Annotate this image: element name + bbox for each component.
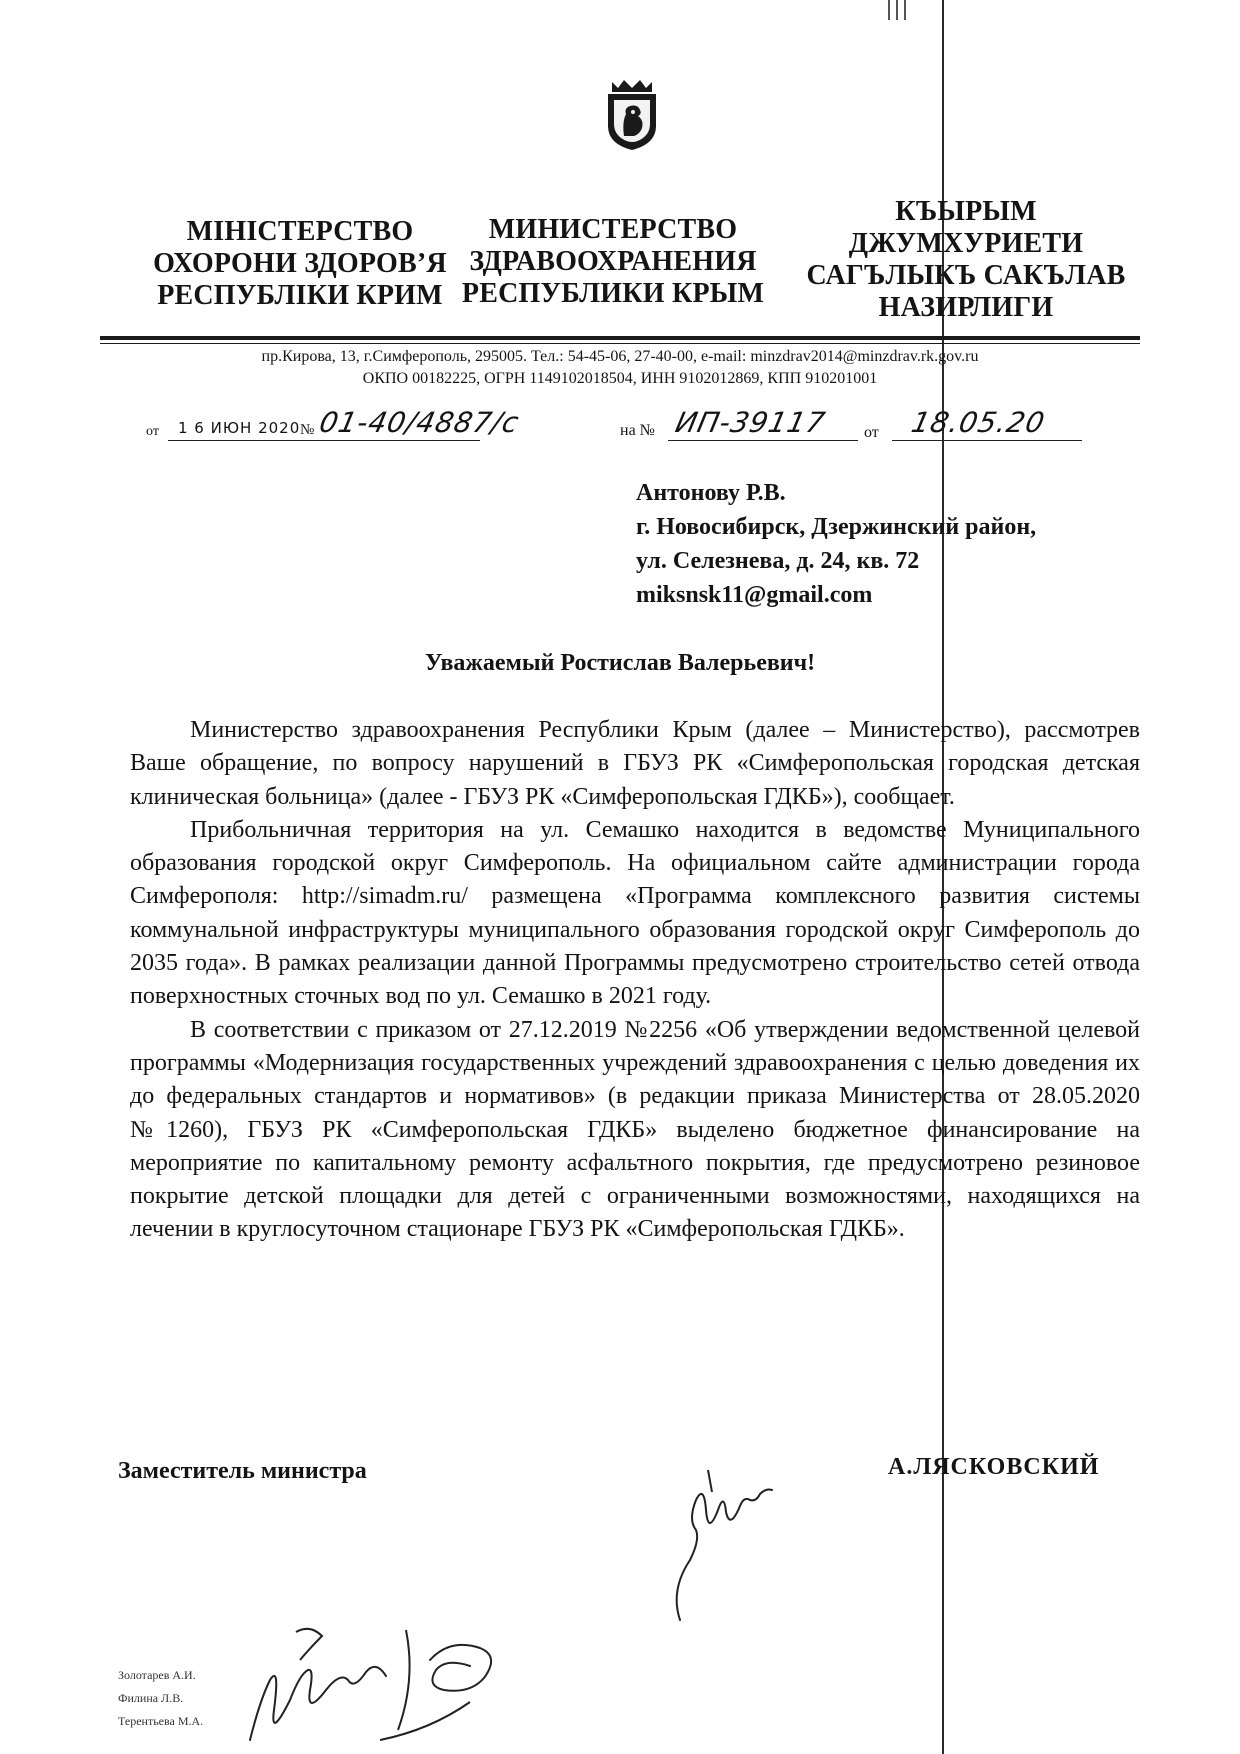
body-paragraph: Прибольничная территория на ул. Семашко находится в ведомстве Муниципального образования городской округ Симферополь. На официальном сайте администрации города Симферополя: http://simadm.ru/ размещена «Программа комплексного развития системы коммунальной инфраструктуры муниципального образования городской округ Симферополь до 2035 года». В рамках реализации данной Программы предусмотрено строительство сетей отвода поверхностных сточных вод по ул. Семашко в 2021 году.: [130, 816, 1140, 1010]
reply-date: 18.05.20: [908, 406, 1049, 439]
salutation: Уважаемый Ростислав Валерьевич!: [424, 650, 816, 676]
header-line: НАЗИРЛИГИ: [878, 292, 1054, 323]
header-divider-thin: [100, 343, 1140, 344]
header-ukrainian: [150, 216, 450, 312]
contacts-address: пр.Кирова, 13, г.Симферополь, 295005. Тел.: 54-45-06, 27-40-00, e-mail: minzdrav2014@minzdrav.rk.gov.ru: [261, 348, 979, 365]
executors-list: [118, 1664, 203, 1733]
scan-artifact-tick: [896, 0, 898, 20]
scan-artifact-tick: [904, 0, 906, 20]
number-label: №: [300, 422, 315, 438]
body-paragraph: В соответствии с приказом от 27.12.2019 №2256 «Об утверждении ведомственной целевой программы «Модернизация государственных учреждений здравоохранения с целью доведения их до федеральных стандартов и нормативов» (в редакции приказа Министерства от 28.05.2020 №1260), ГБУЗ РК «Симферопольская ГДКБ» выделено бюджетное финансирование на мероприятие по капитальному ремонту асфальтного покрытия, где предусмотрено резиновое покрытие детской площадки для детей с ограниченными возможностями, находящихся на лечении в круглосуточном стационаре ГБУЗ РК «Симферопольская ГДКБ».: [130, 1016, 1140, 1243]
header-divider: [100, 336, 1140, 340]
header-crimean-tatar: [776, 196, 1156, 324]
addressee-name: Антонову Р.В.: [636, 480, 786, 506]
header-russian: [452, 214, 774, 310]
header-line: КЪЫРЫМ: [895, 196, 1037, 227]
body-paragraph: Министерство здравоохранения Республики Крым (далее – Министерство), рассмотрев Ваше обращение, по вопросу нарушений в ГБУЗ РК «Симферопольская городская детская клиническая больница» (далее - ГБУЗ РК «Симферопольская ГДКБ»), сообщает.: [130, 717, 1140, 810]
header-line: САГЪЛЫКЪ САКЪЛАВ: [806, 260, 1126, 291]
header-line: МІНІСТЕРСТВО: [186, 216, 414, 247]
reply-date-label: от: [864, 424, 879, 441]
date-underline: [168, 440, 318, 441]
reply-date-underline: [892, 440, 1082, 441]
reply-number-underline: [668, 440, 858, 441]
letter-body: [130, 714, 1140, 1247]
reply-label: на №: [620, 422, 655, 439]
header-line: ОХОРОНИ ЗДОРОВ’Я: [153, 248, 447, 279]
number-underline: [318, 440, 480, 441]
from-label: от: [146, 424, 159, 439]
header-line: МИНИСТЕРСТВО: [488, 214, 738, 245]
executor-name: Филина Л.В.: [118, 1691, 184, 1705]
outgoing-date-stamp: 1 6 ИЮН 2020: [178, 419, 301, 437]
crimea-coat-of-arms-icon: [604, 78, 660, 152]
contacts-registry-codes: ОКПО 00182225, ОГРН 1149102018504, ИНН 9102012869, КПП 910201001: [362, 370, 878, 387]
scan-artifact-tick: [888, 0, 890, 20]
handwritten-signature-icon: [660, 1440, 860, 1630]
addressee-street: ул. Селезнева, д. 24, кв. 72: [636, 548, 920, 574]
addressee-city: г. Новосибирск, Дзержинский район,: [636, 514, 1037, 540]
addressee-email: miksnsk11@gmail.com: [636, 582, 873, 608]
executor-name: Золотарев А.И.: [118, 1668, 196, 1682]
signatory-name: А.ЛЯСКОВСКИЙ: [888, 1454, 1100, 1480]
signatory-role: Заместитель министра: [118, 1458, 367, 1484]
header-line: ЗДРАВООХРАНЕНИЯ: [469, 246, 757, 277]
header-line: РЕСПУБЛІКИ КРИМ: [157, 280, 443, 311]
addressee-block: [636, 476, 1036, 612]
executor-name: Терентьева М.А.: [118, 1714, 204, 1728]
reply-number: ИП-39117: [672, 406, 829, 439]
header-line: ДЖУМХУРИЕТИ: [848, 228, 1084, 259]
outgoing-number: 01-40/4887/с: [316, 406, 523, 439]
approval-signatures-icon: [230, 1620, 560, 1754]
header-line: РЕСПУБЛИКИ КРЫМ: [461, 278, 765, 309]
